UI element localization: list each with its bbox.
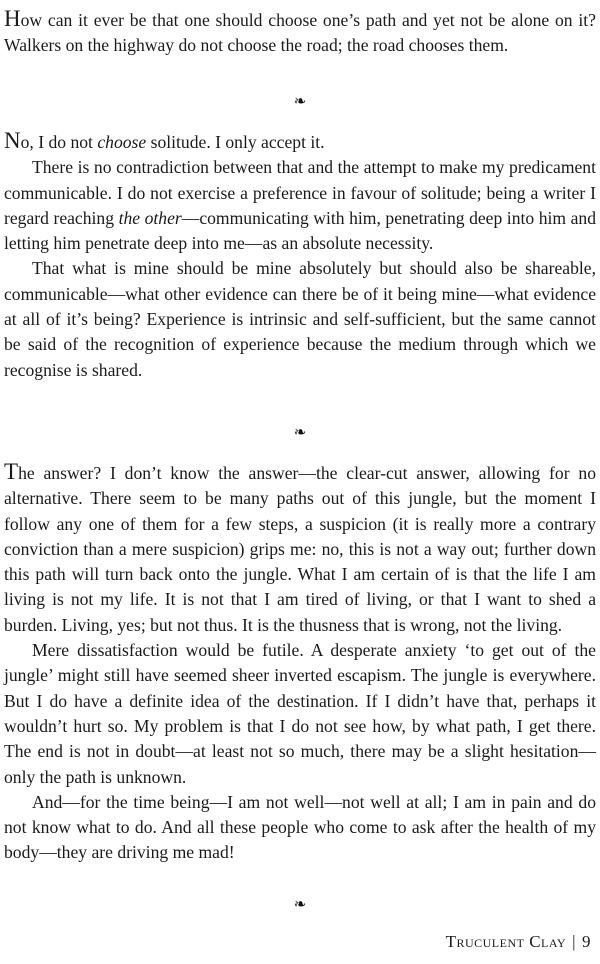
paragraph: The answer? I don’t know the answer—the clear-cut answer, allowing for no alternative. There seem to be many paths out of this jungle, but the moment I follow any one of them for a few steps, a suspicion (it is really more a contrary conviction than a mere suspicion) grips me: no, this is not a way out; further down this path will turn back onto the jungle. What I am certain of is that the life I am living is not my life. It is not that I am tired of living, or that I want to shed a burden. Living, yes; but not thus. It is the thusness that is wrong, not the living. <box>4 459 596 635</box>
paragraph: No, I do not choose solitude. I only accept it. <box>4 128 325 153</box>
section-answer <box>4 459 596 866</box>
page-footer <box>446 930 591 954</box>
paragraph: That what is mine should be mine absolutely but should also be shareable, communicable—what other evidence can there be of it being mine—what evidence at all of it’s being? Experience is intrinsic and self-sufficient, but the same cannot be said of the recognition of experience because the medium through which we recognise is shared. <box>4 258 596 380</box>
ornament-divider: ❧ <box>293 897 307 913</box>
paragraph: Mere dissatisfaction would be futile. A desperate anxiety ‘to get out of the jungle’ might still have seemed sheer inverted escapism. The jungle is everywhere. But I do have a definite idea of the destination. If I didn’t have that, perhaps it wouldn’t hurt so. My problem is that I do not see how, by what path, I get there. The end is not in doubt—at least not so much, there may be a slight hesitation—only the path is unknown. <box>4 640 596 787</box>
paragraph: There is no contradiction between that and the attempt to make my predicament communicable. I do not exercise a preference in favour of solitude; being a writer I regard reaching the other—communicating with him, penetrating deep into him and letting him penetrate deep into me—as an absolute necessity. <box>4 157 597 254</box>
running-title: Truculent Clay <box>445 932 567 951</box>
section-solitude <box>4 128 596 383</box>
ornament-divider: ❧ <box>293 94 307 110</box>
section-opening <box>4 6 596 59</box>
page-number: 9 <box>582 932 591 951</box>
paragraph: And—for the time being—I am not well—not well at all; I am in pain and do not know what to do. And all these people who come to ask after the health of my body—they are driving me mad! <box>4 791 596 863</box>
footer-separator: | <box>572 932 576 951</box>
ornament-divider: ❧ <box>293 425 307 441</box>
paragraph: How can it ever be that one should choose one’s path and yet not be alone on it? Walkers on the highway do not choose the road; the road chooses them. <box>4 6 596 56</box>
